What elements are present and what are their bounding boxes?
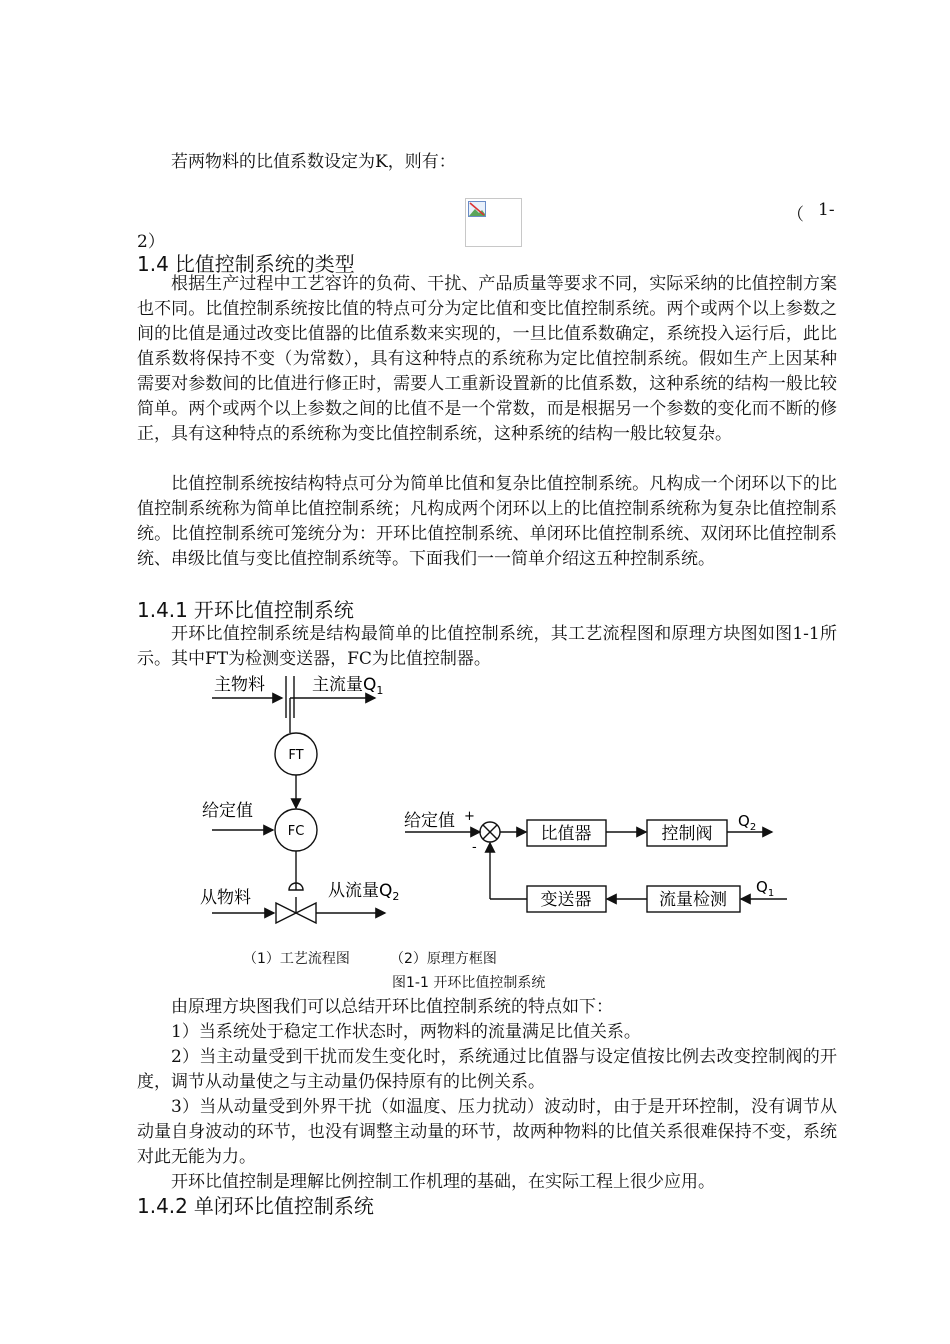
transmitter-block-label: 变送器	[540, 890, 592, 910]
paragraph-types: 根据生产过程中工艺容许的负荷、干扰、产品质量等要求不同，实际采纳的比值控制方案也不同。比值控制系统按比值的特点可分为定比值和变比值控制系统。两个或两个以上参数之间的比值是通过改变比值器的比值系数来实现的，一旦比值系数确定，系统投入运行后，此比值系数将保持不变（为常数），具有这种特点的系统称为定比值控制系统。假如生产上因某种需要对参数间的比值进行修正时，需要人工重新设置新的比值系数，这种系统的结构一般比较简单。两个或两个以上参数之间的比值不是一个常数，而是根据另一个参数的变化而不断的修正，具有这种特点的系统称为变比值控制系统，这种系统的结构一般比较复杂。	[137, 274, 837, 444]
section-heading-1-4-2	[137, 1193, 374, 1219]
paragraph-features-intro: 由原理方块图我们可以总结开环比值控制系统的特点如下：	[171, 997, 613, 1017]
broken-image-icon	[468, 201, 486, 217]
minus-sign: -	[472, 840, 477, 855]
valve-block-label: 控制阀	[661, 824, 713, 844]
equation-number-value: 1-	[818, 200, 835, 220]
figure-open-loop-diagram	[190, 668, 790, 948]
setpoint-label-block: 给定值	[404, 811, 455, 831]
list-item-2: 2）当主动量受到干扰而发生变化时，系统通过比值器与设定值按比例去改变控制阀的开度，调节从动量使之与主动量仍保持原有的比例关系。	[137, 1047, 837, 1092]
figure-subcaption-2: （2）原理方框图	[390, 951, 497, 967]
figure-subcaption-1: （1）工艺流程图	[243, 951, 350, 967]
plus-sign: +	[464, 809, 475, 824]
slave-material-label: 从物料	[200, 888, 251, 908]
section-title: 比值控制系统的类型	[174, 252, 355, 276]
main-material-label: 主物料	[214, 675, 265, 695]
list-item-3: 3）当从动量受到外界干扰（如温度、压力扰动）波动时，由于是开环控制，没有调节从动量自身波动的环节，也没有调整主动量的环节，故两种物料的比值关系很难保持不变，系统对此无能为力。	[137, 1097, 837, 1167]
equation-number-close: 2）	[137, 232, 165, 252]
paragraph-structure: 比值控制系统按结构特点可分为简单比值和复杂比值控制系统。凡构成一个闭环以下的比值控制系统称为简单比值控制系统；凡构成两个闭环以上的比值控制系统称为复杂比值控制系统。比值控制系统可笼统分为：开环比值控制系统、单闭环比值控制系统、双闭环比值控制系统、串级比值与变比值控制系统等。下面我们一一简单介绍这五种控制系统。	[137, 474, 837, 569]
figure-caption: 图1-1 开环比值控制系统	[392, 975, 546, 991]
paragraph-open-loop-intro: 开环比值控制系统是结构最简单的比值控制系统，其工艺流程图和原理方块图如图1-1所示。其中FT为检测变送器，FC为比值控制器。	[137, 624, 837, 669]
ft-label: FT	[288, 748, 304, 763]
slave-flow-label: 从流量$Q_2$	[328, 881, 400, 903]
equation-number-open: （	[787, 205, 804, 225]
section-number: 1.4	[137, 252, 169, 276]
section-number: 1.4.2	[137, 1194, 188, 1218]
main-flow-label: 主流量$Q_1$	[312, 675, 384, 697]
block-diagram	[405, 820, 787, 912]
section-title: 开环比值控制系统	[193, 598, 354, 622]
list-item-1: 1）当系统处于稳定工作状态时，两物料的流量满足比值关系。	[171, 1022, 641, 1042]
section-number: 1.4.1	[137, 598, 188, 622]
setpoint-label-flow: 给定值	[202, 801, 253, 821]
fc-label: FC	[287, 824, 305, 839]
q2-output-label: $Q_2$	[738, 812, 757, 833]
q1-input-label: $Q_1$	[756, 878, 775, 899]
paragraph-open-loop-summary: 开环比值控制是理解比例控制工作机理的基础，在实际工程上很少应用。	[171, 1172, 715, 1192]
section-heading-1-4-1	[137, 597, 354, 623]
intro-line: 若两物料的比值系数设定为K，则有：	[171, 152, 456, 172]
flow-detect-block-label: 流量检测	[659, 890, 727, 910]
ratio-block-label: 比值器	[540, 824, 592, 844]
equation-image	[465, 198, 522, 247]
section-title: 单闭环比值控制系统	[193, 1194, 374, 1218]
